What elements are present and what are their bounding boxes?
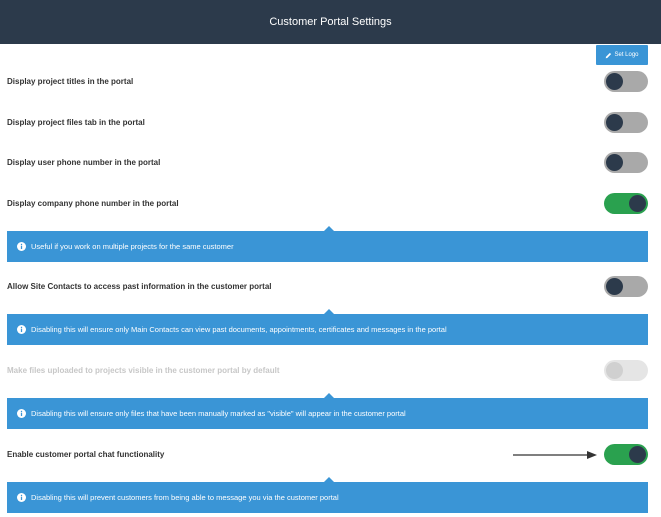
toggle-site-contacts[interactable] bbox=[604, 276, 648, 297]
toggle-company-phone[interactable] bbox=[604, 193, 648, 214]
setting-label: Display project files tab in the portal bbox=[7, 118, 145, 127]
info-notch bbox=[323, 309, 335, 315]
toggle-knob bbox=[606, 362, 623, 379]
info-text: Disabling this will ensure only Main Contacts can view past documents, appointments, certificates and messages in the portal bbox=[31, 325, 447, 334]
info-icon bbox=[17, 325, 26, 334]
info-text: Disabling this will ensure only files that have been manually marked as "visible" will appear in the customer portal bbox=[31, 409, 406, 418]
toggle-knob bbox=[629, 195, 646, 212]
setting-row-project-files-tab bbox=[0, 110, 661, 136]
toggle-project-files-tab[interactable] bbox=[604, 112, 648, 133]
toggle-knob bbox=[606, 278, 623, 295]
info-box-files-visible bbox=[7, 398, 648, 429]
toggle-portal-chat[interactable] bbox=[604, 444, 648, 465]
setting-row-site-contacts bbox=[0, 274, 661, 300]
info-notch bbox=[323, 393, 335, 399]
toggle-project-titles[interactable] bbox=[604, 71, 648, 92]
setting-row-files-visible-default bbox=[0, 358, 661, 384]
info-text: Disabling this will prevent customers from being able to message you via the customer portal bbox=[31, 493, 339, 502]
pencil-icon bbox=[605, 52, 612, 59]
setting-row-user-phone bbox=[0, 150, 661, 176]
setting-row-company-phone bbox=[0, 191, 661, 217]
page-header bbox=[0, 0, 661, 44]
setting-label: Display project titles in the portal bbox=[7, 77, 134, 86]
set-logo-button[interactable] bbox=[596, 45, 648, 65]
setting-label: Enable customer portal chat functionality bbox=[7, 450, 165, 459]
setting-label: Display company phone number in the portal bbox=[7, 199, 179, 208]
toggle-user-phone[interactable] bbox=[604, 152, 648, 173]
toggle-knob bbox=[606, 154, 623, 171]
info-notch bbox=[323, 477, 335, 483]
info-box-site-contacts bbox=[7, 314, 648, 345]
page-title: Customer Portal Settings bbox=[269, 16, 392, 28]
info-box-portal-chat bbox=[7, 482, 648, 513]
info-icon bbox=[17, 493, 26, 502]
info-icon bbox=[17, 242, 26, 251]
info-box-company-phone bbox=[7, 231, 648, 262]
toggle-knob bbox=[606, 114, 623, 131]
info-icon bbox=[17, 409, 26, 418]
setting-label: Display user phone number in the portal bbox=[7, 158, 161, 167]
arrow-right-icon bbox=[513, 450, 597, 460]
toggle-knob bbox=[606, 73, 623, 90]
toggle-knob bbox=[629, 446, 646, 463]
info-notch bbox=[323, 226, 335, 232]
setting-label: Make files uploaded to projects visible in the customer portal by default bbox=[7, 366, 280, 375]
setting-label: Allow Site Contacts to access past information in the customer portal bbox=[7, 282, 272, 291]
set-logo-label: Set Logo bbox=[614, 52, 639, 58]
setting-row-project-titles bbox=[0, 69, 661, 95]
info-text: Useful if you work on multiple projects for the same customer bbox=[31, 242, 234, 251]
toggle-files-visible-default bbox=[604, 360, 648, 381]
